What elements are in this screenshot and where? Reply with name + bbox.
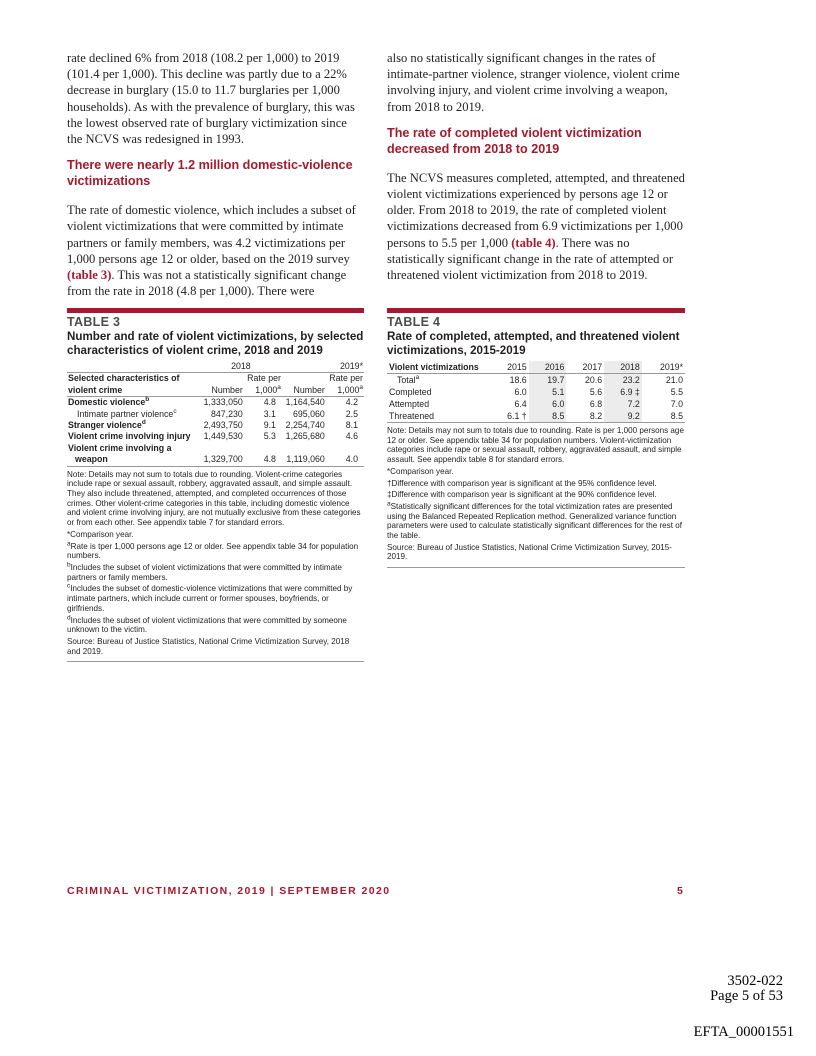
column-header: Violent victimizations bbox=[389, 362, 479, 372]
table4-link[interactable]: (table 4) bbox=[511, 235, 556, 250]
table4-top-bar bbox=[387, 308, 685, 313]
cell: 3.1 bbox=[263, 408, 276, 419]
rate-header: 1,000$^a$ bbox=[255, 383, 281, 395]
table3-top-bar bbox=[67, 308, 364, 313]
year-2018-header: 2018 bbox=[200, 361, 282, 373]
section-heading-completed-violence: The rate of completed violent victimization decreased from 2018 to 2019 bbox=[387, 125, 642, 156]
cell: 4.6 bbox=[345, 431, 358, 442]
table-source: Source: Bureau of Justice Statistics, National Crime Victimization Survey, 2015-2019. bbox=[387, 542, 672, 562]
table3 bbox=[67, 361, 364, 467]
table-row bbox=[67, 409, 364, 420]
cell: 2,493,750 bbox=[203, 420, 243, 431]
cell: 9.2 bbox=[604, 410, 642, 423]
cell: 4.2 bbox=[345, 397, 358, 408]
column-header: 2019* bbox=[660, 362, 683, 372]
cell: 695,060 bbox=[293, 408, 325, 419]
table4-notes bbox=[387, 426, 685, 568]
table-row bbox=[387, 374, 685, 387]
cell: 1,164,540 bbox=[285, 397, 325, 408]
table-row bbox=[67, 443, 364, 454]
year-2019-header: 2019* bbox=[282, 361, 364, 373]
table3-column-header: Selected characteristics of bbox=[68, 373, 180, 384]
cell: 847,230 bbox=[210, 408, 243, 419]
table3-title: Number and rate of violent victimizations, by selected characteristics of violent crime, 2018 and 2019 bbox=[67, 330, 364, 357]
table-row bbox=[387, 410, 685, 423]
table3-link[interactable]: (table 3) bbox=[67, 268, 112, 283]
row-label: Intimate partner violence$^c$ bbox=[77, 407, 177, 419]
row-label: weapon bbox=[75, 454, 108, 465]
column-header: 2017 bbox=[582, 362, 603, 372]
cell: 1,333,050 bbox=[203, 397, 243, 408]
row-label: Total$^a$ bbox=[397, 374, 420, 385]
row-label: Threatened bbox=[389, 411, 434, 421]
bates-number: EFTA_00001551 bbox=[693, 1024, 794, 1040]
right-column bbox=[387, 50, 687, 283]
running-footer: CRIMINAL VICTIMIZATION, 2019 | SEPTEMBER 2020 bbox=[67, 885, 391, 897]
cell: 8.5 bbox=[670, 411, 683, 421]
text-run: . There was no statistically significant change in the rate of attempted or threatened violent victimization from 2018 to 2019. bbox=[387, 235, 674, 283]
row-label: Violent crime involving injury bbox=[68, 431, 191, 442]
row-label: Stranger violence$^d$ bbox=[68, 419, 146, 431]
cell: 6.1 † bbox=[507, 411, 527, 421]
table4-header-row bbox=[387, 361, 685, 374]
cell: 7.2 bbox=[604, 398, 642, 410]
table3-column-header: violent crime bbox=[68, 384, 123, 395]
table-note: $^a$Rate is tper 1,000 persons age 12 or older. See appendix table 34 for population numbers. bbox=[67, 539, 359, 561]
table-note: †Difference with comparison year is significant at the 95% confidence level. bbox=[387, 478, 657, 488]
page-number: 5 bbox=[677, 885, 683, 897]
cell: 1,265,680 bbox=[285, 431, 325, 442]
table-note: *Comparison year. bbox=[67, 529, 134, 539]
cell: 1,449,530 bbox=[203, 431, 243, 442]
cell: 1,119,060 bbox=[286, 454, 325, 465]
cell: 5.5 bbox=[670, 387, 683, 397]
text-run: . This was not a statistically significant change from the rate in 2018 (4.8 per 1,000). There were bbox=[67, 268, 347, 299]
cell: 23.2 bbox=[604, 374, 642, 387]
rate-header: Rate per bbox=[329, 373, 363, 384]
table4-label: TABLE 4 bbox=[387, 315, 441, 329]
cell: 5.3 bbox=[263, 431, 276, 442]
cell: 6.4 bbox=[514, 399, 527, 409]
rate-header: 1,000$^a$ bbox=[337, 383, 363, 395]
cell: 5.1 bbox=[529, 386, 567, 398]
paragraph-other-violence: also no statistically significant changes in the rates of intimate-partner violence, stranger violence, violent crime involving injury, and violent crime involving a weapon, from 2018 to 2019. bbox=[387, 51, 680, 114]
cell: 6.9 ‡ bbox=[604, 386, 642, 398]
table-note: $^b$Includes the subset of violent victimizations that were committed by intimate partners or family members. bbox=[67, 561, 342, 582]
cell: 6.8 bbox=[589, 399, 603, 409]
page-of-count: Page 5 of 53 bbox=[710, 988, 783, 1004]
cell: 4.0 bbox=[345, 454, 358, 465]
cell: 9.1 bbox=[263, 420, 276, 431]
table4-block bbox=[387, 315, 685, 568]
cell: 18.6 bbox=[509, 375, 527, 385]
cell: 7.0 bbox=[670, 399, 683, 409]
table-note: Note: Details may not sum to totals due to rounding. Violent-crime categories include rape or sexual assault, robbery, aggravated assault, and simple assault. They also include threatened, attempted, and completed occurrences of those crimes. Other violent-crime categories in this table, including domestic violence and violent crime involving injury, are not mutually exclusive from these categories or from each other. See appendix table 7 for standard errors. bbox=[67, 469, 361, 528]
table-row bbox=[67, 431, 364, 442]
table-note: $^d$Includes the subset of violent victimizations that were committed by someone unknown to the victim. bbox=[67, 613, 347, 635]
table-note: Note: Details may not sum to totals due to rounding. Rate is per 1,000 persons age 12 or older. See appendix table 34 for population numbers. Violent-victimization categories include rape or sexual assault, robbery, aggravated assault, and simple assault. See appendix table 8 for standard errors. bbox=[387, 426, 684, 465]
table-row bbox=[67, 397, 364, 409]
table-row bbox=[67, 454, 364, 466]
table3-notes bbox=[67, 470, 364, 663]
table-note: $^a$Statistically significant differences for the total victimization rates are presented using the Balanced Repeated Replication method. Generalized variance function parameters were used to calculate statistically significant differences for the rest of the table. bbox=[387, 500, 682, 541]
rate-header: Rate per bbox=[247, 373, 281, 384]
row-label: Violent crime involving a bbox=[68, 442, 172, 453]
table-row bbox=[67, 420, 364, 431]
number-header: Number bbox=[293, 384, 325, 395]
column-header: 2016 bbox=[529, 361, 567, 374]
text-run: The rate of domestic violence, which includes a subset of violent victimizations that were committed by intimate partners or family members, was 4.2 victimizations per 1,000 persons age 12 or older, based on the 2019 survey bbox=[67, 203, 356, 266]
cell: 2,254,740 bbox=[285, 420, 325, 431]
cell: 19.7 bbox=[529, 374, 567, 387]
table-row bbox=[387, 386, 685, 398]
paragraph-domestic-violence bbox=[67, 202, 363, 299]
row-label: Completed bbox=[389, 387, 432, 397]
cell: 4.8 bbox=[263, 397, 276, 408]
column-header: 2015 bbox=[507, 362, 527, 372]
cell: 8.1 bbox=[345, 420, 358, 431]
cell: 20.6 bbox=[584, 375, 603, 385]
row-label: Domestic violence$^b$ bbox=[68, 396, 150, 408]
cell: 2.5 bbox=[345, 408, 358, 419]
document-stamp bbox=[600, 974, 783, 1004]
cell: 5.6 bbox=[589, 387, 603, 397]
cell: 1,329,700 bbox=[203, 454, 243, 465]
number-header: Number bbox=[211, 384, 243, 395]
table-row bbox=[387, 398, 685, 410]
table-note: $^c$Includes the subset of domestic-violence victimizations that were committed by intimate partners, which include current or former spouses, boyfriends, or girlfriends. bbox=[67, 582, 353, 613]
row-label: Attempted bbox=[389, 399, 430, 409]
text-run: The NCVS measures completed, attempted, and threatened violent victimizations experienced by persons age 12 or older. From 2018 to 2019, the rate of completed violent victimizations decreased from 6.9 victimizations per 1,000 persons to 5.5 per 1,000 bbox=[387, 170, 685, 250]
table3-block bbox=[67, 315, 364, 662]
cell: 8.5 bbox=[529, 410, 567, 423]
table-note: ‡Difference with comparison year is significant at the 90% confidence level. bbox=[387, 490, 657, 500]
cell: 6.0 bbox=[514, 387, 527, 397]
cell: 6.0 bbox=[529, 398, 567, 410]
cell: 21.0 bbox=[665, 375, 683, 385]
cell: 4.8 bbox=[263, 454, 276, 465]
table-note: *Comparison year. bbox=[387, 466, 454, 476]
table3-label: TABLE 3 bbox=[67, 315, 121, 329]
column-header: 2018 bbox=[604, 361, 642, 374]
section-heading-domestic-violence: There were nearly 1.2 million domestic-violence victimizations bbox=[67, 158, 353, 189]
document-id: 3502-022 bbox=[727, 973, 783, 989]
cell: 8.2 bbox=[589, 411, 603, 421]
left-column bbox=[67, 50, 363, 299]
table4-title: Rate of completed, attempted, and threatened violent victimizations, 2015-2019 bbox=[387, 330, 680, 357]
table4 bbox=[387, 361, 685, 423]
paragraph-burglary: rate declined 6% from 2018 (108.2 per 1,000) to 2019 (101.4 per 1,000). This decline was partly due to a 22% decrease in burglary (15.0 to 11.7 burglaries per 1,000 households). As with the prevalence of burglary, this was the lowest observed rate of burglary victimization since the NCVS was redesigned in 1993. bbox=[67, 51, 355, 147]
table-source: Source: Bureau of Justice Statistics, National Crime Victimization Survey, 2018 and 2019. bbox=[67, 636, 350, 656]
paragraph-completed-violence bbox=[387, 170, 687, 283]
